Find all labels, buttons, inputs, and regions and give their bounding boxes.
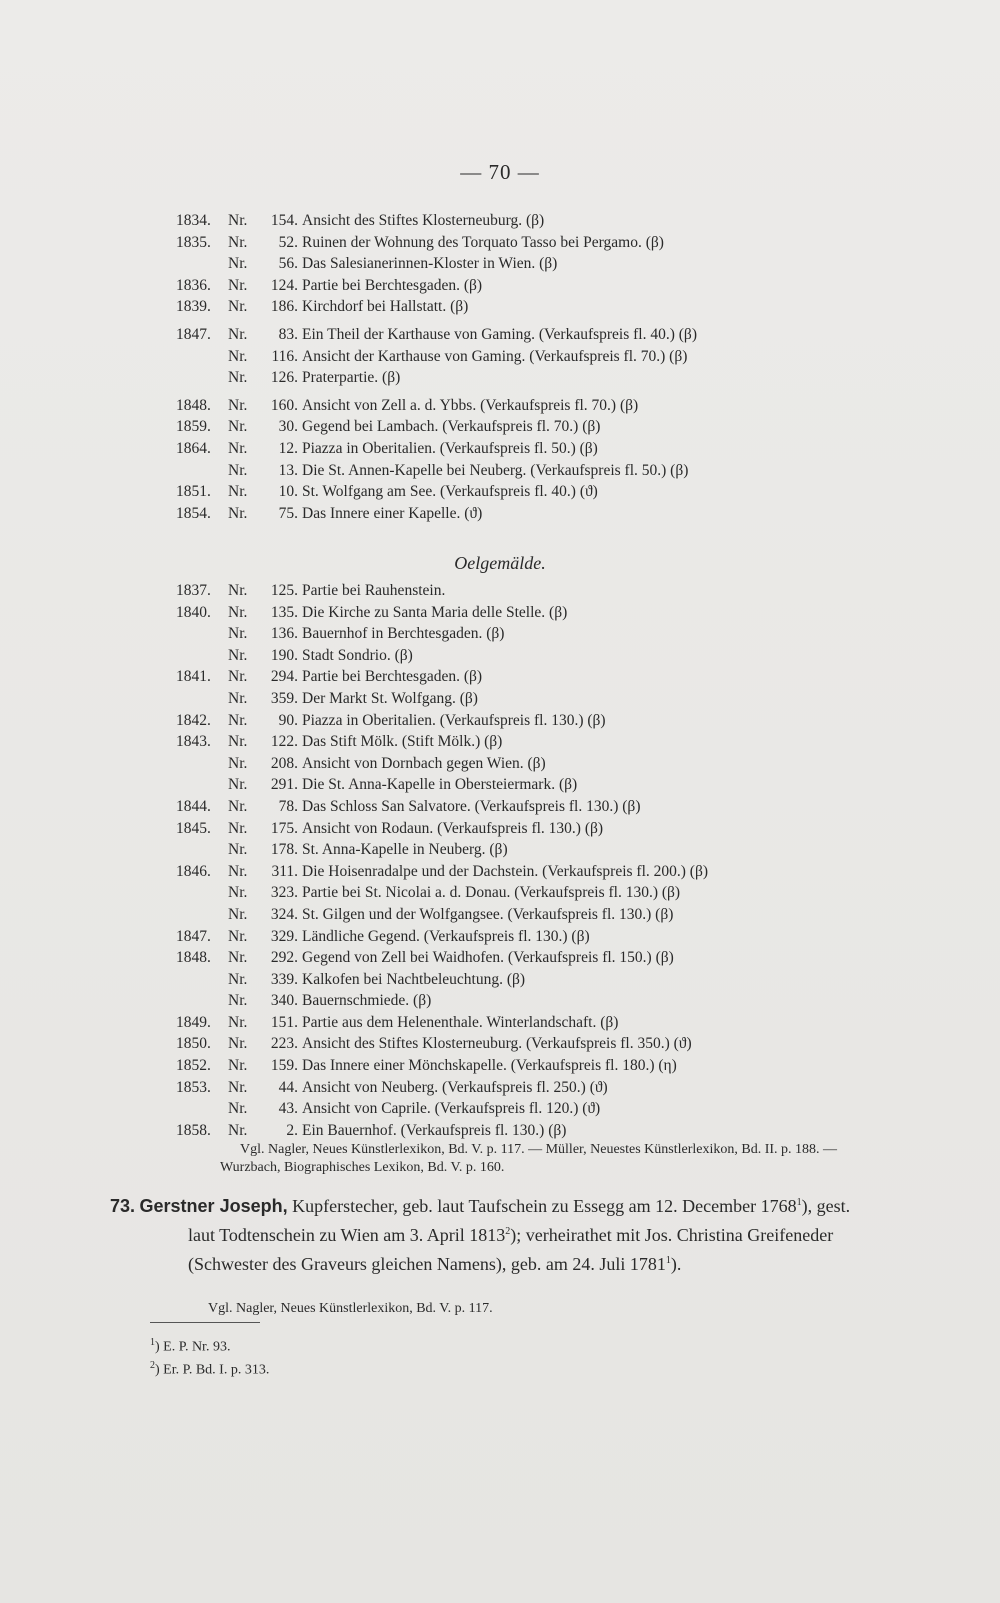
- entry-number: 175.: [270, 819, 298, 837]
- entry-title: Ruinen der Wohnung des Torquato Tasso bei Pergamo. (β): [302, 233, 664, 251]
- entry-nr-label: Nr.: [228, 689, 248, 707]
- biography-entry: [110, 1190, 870, 1277]
- entry-title: Die Kirche zu Santa Maria delle Stelle. (β): [302, 603, 568, 621]
- list-item: [176, 503, 876, 525]
- list-item: [176, 688, 876, 710]
- entry-year: [176, 1098, 228, 1120]
- entry-nr-label: Nr.: [228, 582, 248, 599]
- entry-number: 10.: [278, 483, 298, 501]
- entry-year: [176, 990, 228, 1012]
- list-item: [176, 861, 876, 883]
- entry-year: 1845.: [176, 819, 211, 837]
- entry-title: Ansicht von Rodaun. (Verkaufspreis fl. 130.) (β): [302, 819, 604, 837]
- entry-year: 1859.: [176, 418, 211, 436]
- entry-title: Gegend von Zell bei Waidhofen. (Verkaufspreis fl. 150.) (β): [302, 949, 674, 967]
- entry-nr-label: Nr.: [228, 504, 248, 522]
- entry-nr-label: Nr.: [228, 483, 248, 501]
- list-item: [176, 324, 876, 346]
- footnote: $^1$) E. P. Nr. 93.: [150, 1337, 231, 1355]
- entry-year: 1841.: [176, 668, 211, 686]
- list-item: [176, 969, 876, 991]
- entry-nr-label: Nr.: [228, 325, 248, 343]
- entry-year: 1846.: [176, 862, 211, 880]
- entry-nr-label: Nr.: [228, 625, 248, 643]
- entry-year: [176, 882, 228, 904]
- entry-number: 178.: [270, 841, 298, 859]
- entry-year: [176, 346, 228, 368]
- entry-year: [176, 774, 228, 796]
- entry-year: 1847.: [176, 325, 211, 343]
- entry-text-d: ).: [670, 1254, 682, 1274]
- entry-nr-label: Nr.: [228, 776, 248, 794]
- entry-number: 159.: [270, 1057, 298, 1075]
- list-item: [176, 796, 876, 818]
- entry-number: 323.: [270, 884, 298, 902]
- entry-year: 1837.: [176, 582, 211, 599]
- entry-number: 13.: [278, 461, 298, 479]
- entry-title: Die St. Anna-Kapelle in Obersteiermark. (β): [302, 776, 578, 794]
- list-item: [176, 1012, 876, 1034]
- list-item: [176, 460, 876, 482]
- entry-year: 1852.: [176, 1057, 211, 1075]
- list-item: [176, 990, 876, 1012]
- list-item: [176, 904, 876, 926]
- entry-year: [176, 367, 228, 389]
- entry-text-c: ); verheirathet mit Jos. Christina Greifeneder (Schwester des Graveurs gleichen Namens), geb. am 24. Juli 1781: [188, 1225, 834, 1274]
- entry-nr-label: Nr.: [228, 212, 248, 229]
- entry-number: 151.: [270, 1013, 298, 1031]
- entry-nr-label: Nr.: [228, 369, 248, 387]
- list-item: [176, 753, 876, 775]
- entry-nr-label: Nr.: [228, 1100, 248, 1118]
- entry-year: 1834.: [176, 212, 211, 229]
- list-item: [176, 232, 876, 254]
- entry-title: Piazza in Oberitalien. (Verkaufspreis fl. 50.) (β): [302, 439, 598, 457]
- entry-number: 136.: [270, 625, 298, 643]
- list-item: [176, 947, 876, 969]
- entry-text-b: ), gest. laut Todtenschein zu Wien am 3. April 1813: [188, 1196, 851, 1245]
- entry-nr-label: Nr.: [228, 797, 248, 815]
- entry-nr-label: Nr.: [228, 905, 248, 923]
- entry-year: [176, 645, 228, 667]
- footnotes: [150, 1334, 269, 1379]
- entry-nr-label: Nr.: [228, 754, 248, 772]
- entry-number: 324.: [270, 905, 298, 923]
- list-item: [176, 1120, 876, 1142]
- list-item: [176, 839, 876, 861]
- entry-number: 339.: [270, 970, 298, 988]
- entry-title: Partie bei Rauhenstein.: [302, 582, 446, 599]
- entry-title: Partie bei St. Nicolai a. d. Donau. (Verkaufspreis fl. 130.) (β): [302, 884, 681, 902]
- list-item: [176, 580, 876, 602]
- entry-nr-label: Nr.: [228, 298, 248, 316]
- entry-number: 223.: [270, 1035, 298, 1053]
- entry-number: 2.: [286, 1121, 298, 1139]
- list-item: [176, 210, 876, 232]
- entry-year: 1843.: [176, 733, 211, 751]
- prints-list: [176, 210, 876, 524]
- list-item: [176, 1077, 876, 1099]
- paintings-list: [176, 580, 876, 1141]
- reference-note: Vgl. Nagler, Neues Künstlerlexikon, Bd. V. p. 117. — Müller, Neuestes Künstlerlexikon, Bd. II. p. 188. — Wurzbach, Biographisches Lexikon, Bd. V. p. 160.: [220, 1142, 838, 1175]
- entry-number: 56.: [278, 255, 298, 273]
- entry-number: 294.: [270, 668, 298, 686]
- entry-number: 135.: [270, 603, 298, 621]
- entry-number: 122.: [270, 733, 298, 751]
- entry-number: 125.: [270, 582, 298, 599]
- footnote: $^2$) Er. P. Bd. I. p. 313.: [150, 1359, 270, 1378]
- biography-body: [110, 1190, 870, 1277]
- list-item: [176, 602, 876, 624]
- entry-year: 1847.: [176, 927, 211, 945]
- entry-nr-label: Nr.: [228, 862, 248, 880]
- entry-nr-label: Nr.: [228, 396, 248, 414]
- list-item: [176, 346, 876, 368]
- entry-title: Der Markt St. Wolfgang. (β): [302, 689, 478, 707]
- entry-title: Bauernhof in Berchtesgaden. (β): [302, 625, 505, 643]
- list-item: [176, 623, 876, 645]
- entry-title: St. Wolfgang am See. (Verkaufspreis fl. 40.) (ϑ): [302, 483, 598, 501]
- entry-number: 292.: [270, 949, 298, 967]
- entry-number: 44.: [278, 1078, 298, 1096]
- entry-nr-label: Nr.: [228, 646, 248, 664]
- entry-title: Das Innere einer Kapelle. (ϑ): [302, 504, 483, 522]
- entry-year: [176, 753, 228, 775]
- entry-title: Das Salesianerinnen-Kloster in Wien. (β): [302, 255, 558, 273]
- entry-title: Das Schloss San Salvatore. (Verkaufspreis fl. 130.) (β): [302, 797, 641, 815]
- list-item: [176, 882, 876, 904]
- entry-number: 291.: [270, 776, 298, 794]
- list-item: [176, 710, 876, 732]
- entry-nr-label: Nr.: [228, 1121, 248, 1139]
- entry-year: 1835.: [176, 233, 211, 251]
- entry-nr-label: Nr.: [228, 276, 248, 294]
- list-item: [176, 481, 876, 503]
- entry-nr-label: Nr.: [228, 884, 248, 902]
- list-item: [176, 438, 876, 460]
- entry-nr-label: Nr.: [228, 233, 248, 251]
- entry-year: 1849.: [176, 1013, 211, 1031]
- entry-year: 1854.: [176, 504, 211, 522]
- entry-nr-label: Nr.: [228, 733, 248, 751]
- entry-year: [176, 460, 228, 482]
- entry-title: Ansicht der Karthause von Gaming. (Verkaufspreis fl. 70.) (β): [302, 347, 688, 365]
- entry-title: Ansicht von Neuberg. (Verkaufspreis fl. 250.) (ϑ): [302, 1078, 608, 1096]
- entry-year: 1850.: [176, 1035, 211, 1053]
- entry-title: Kirchdorf bei Hallstatt. (β): [302, 298, 469, 316]
- entry-title: Das Stift Mölk. (Stift Mölk.) (β): [302, 733, 503, 751]
- entry-text-a: Kupferstecher, geb. laut Taufschein zu Essegg am 12. December 1768: [287, 1196, 797, 1216]
- entry-year: 1848.: [176, 396, 211, 414]
- footnote-ref: 1: [796, 1197, 802, 1208]
- entry-title: Ansicht von Zell a. d. Ybbs. (Verkaufspreis fl. 70.) (β): [302, 396, 639, 414]
- reference-note: Vgl. Nagler, Neues Künstlerlexikon, Bd. V. p. 117.: [208, 1301, 493, 1316]
- entry-number: 30.: [278, 418, 298, 436]
- entry-year: 1858.: [176, 1121, 211, 1139]
- entry-number: 73.: [110, 1196, 136, 1216]
- entry-year: [176, 839, 228, 861]
- entry-year: 1836.: [176, 276, 211, 294]
- entry-year: 1851.: [176, 483, 211, 501]
- list-item: [176, 253, 876, 275]
- entry-title: Ansicht des Stiftes Klosterneuburg. (Verkaufspreis fl. 350.) (ϑ): [302, 1035, 692, 1053]
- entry-year: 1840.: [176, 603, 211, 621]
- entry-number: 75.: [278, 504, 298, 522]
- entry-nr-label: Nr.: [228, 461, 248, 479]
- section-title: Oelgemälde.: [454, 553, 546, 573]
- entry-number: 340.: [270, 992, 298, 1010]
- entry-nr-label: Nr.: [228, 992, 248, 1010]
- entry-number: 154.: [270, 212, 298, 229]
- entry-number: 116.: [271, 347, 298, 365]
- entry-title: Piazza in Oberitalien. (Verkaufspreis fl. 130.) (β): [302, 711, 606, 729]
- entry-year: 1853.: [176, 1078, 211, 1096]
- entry-nr-label: Nr.: [228, 1057, 248, 1075]
- entry-nr-label: Nr.: [228, 668, 248, 686]
- entry-nr-label: Nr.: [228, 1035, 248, 1053]
- list-item: [176, 416, 876, 438]
- list-item: [176, 1098, 876, 1120]
- entry-number: 208.: [270, 754, 298, 772]
- entry-number: 52.: [278, 233, 298, 251]
- list-item: [176, 1033, 876, 1055]
- entry-title: Ansicht von Caprile. (Verkaufspreis fl. 120.) (ϑ): [302, 1100, 601, 1118]
- entry-title: Ein Theil der Karthause von Gaming. (Verkaufspreis fl. 40.) (β): [302, 325, 697, 343]
- entry-nr-label: Nr.: [228, 841, 248, 859]
- list-item: [176, 367, 876, 389]
- entry-name: Gerstner Joseph,: [139, 1196, 288, 1216]
- entry-nr-label: Nr.: [228, 819, 248, 837]
- entry-title: Partie aus dem Helenenthale. Winterlandschaft. (β): [302, 1013, 619, 1031]
- entry-nr-label: Nr.: [228, 418, 248, 436]
- list-item: [176, 296, 876, 318]
- entry-title: Partie bei Berchtesgaden. (β): [302, 276, 483, 294]
- footnote-divider: [150, 1322, 260, 1323]
- entry-number: 12.: [278, 439, 298, 457]
- list-item: [176, 818, 876, 840]
- entry-nr-label: Nr.: [228, 970, 248, 988]
- entry-year: 1848.: [176, 949, 211, 967]
- entry-year: [176, 969, 228, 991]
- entry-nr-label: Nr.: [228, 347, 248, 365]
- entry-title: Ansicht von Dornbach gegen Wien. (β): [302, 754, 546, 772]
- entry-number: 160.: [270, 396, 298, 414]
- entry-title: Das Innere einer Mönchskapelle. (Verkaufspreis fl. 180.) (η): [302, 1057, 677, 1075]
- entry-nr-label: Nr.: [228, 1078, 248, 1096]
- entry-title: St. Gilgen und der Wolfgangsee. (Verkaufspreis fl. 130.) (β): [302, 905, 674, 923]
- footnote-ref: 1: [665, 1255, 671, 1266]
- entry-nr-label: Nr.: [228, 255, 248, 273]
- page-number: — 70 —: [460, 160, 540, 184]
- entry-title: Kalkofen bei Nachtbeleuchtung. (β): [302, 970, 526, 988]
- entry-title: Gegend bei Lambach. (Verkaufspreis fl. 70.) (β): [302, 418, 601, 436]
- entry-number: 329.: [270, 927, 298, 945]
- entry-title: Bauernschmiede. (β): [302, 992, 432, 1010]
- list-item: [176, 926, 876, 948]
- entry-number: 83.: [278, 325, 298, 343]
- entry-nr-label: Nr.: [228, 603, 248, 621]
- entry-title: Die St. Annen-Kapelle bei Neuberg. (Verkaufspreis fl. 50.) (β): [302, 461, 689, 479]
- entry-number: 126.: [270, 369, 298, 387]
- entry-title: St. Anna-Kapelle in Neuberg. (β): [302, 841, 508, 859]
- entry-year: [176, 688, 228, 710]
- list-item: [176, 1055, 876, 1077]
- entry-year: 1864.: [176, 439, 211, 457]
- entry-number: 43.: [278, 1100, 298, 1118]
- entry-number: 78.: [278, 797, 298, 815]
- entry-number: 124.: [270, 276, 298, 294]
- list-item: [176, 774, 876, 796]
- list-item: [176, 666, 876, 688]
- entry-nr-label: Nr.: [228, 439, 248, 457]
- entry-number: 186.: [270, 298, 298, 316]
- entry-title: Ein Bauernhof. (Verkaufspreis fl. 130.) (β): [302, 1121, 567, 1139]
- entry-number: 359.: [270, 689, 298, 707]
- entry-year: 1842.: [176, 711, 211, 729]
- entry-year: [176, 623, 228, 645]
- list-item: [176, 731, 876, 753]
- entry-year: [176, 253, 228, 275]
- entry-year: [176, 904, 228, 926]
- entry-number: 90.: [278, 711, 298, 729]
- entry-nr-label: Nr.: [228, 927, 248, 945]
- entry-nr-label: Nr.: [228, 711, 248, 729]
- list-item: [176, 645, 876, 667]
- entry-nr-label: Nr.: [228, 1013, 248, 1031]
- entry-title: Die Hoisenradalpe und der Dachstein. (Verkaufspreis fl. 200.) (β): [302, 862, 709, 880]
- footnote-ref: 2: [505, 1226, 511, 1237]
- entry-title: Stadt Sondrio. (β): [302, 646, 413, 664]
- entry-number: 190.: [270, 646, 298, 664]
- entry-nr-label: Nr.: [228, 949, 248, 967]
- entry-title: Ländliche Gegend. (Verkaufspreis fl. 130.) (β): [302, 927, 590, 945]
- entry-number: 311.: [271, 862, 298, 880]
- entry-year: 1844.: [176, 797, 211, 815]
- list-item: [176, 275, 876, 297]
- entry-title: Partie bei Berchtesgaden. (β): [302, 668, 483, 686]
- entry-year: 1839.: [176, 298, 211, 316]
- entry-title: Ansicht des Stiftes Klosterneuburg. (β): [302, 212, 545, 229]
- list-item: [176, 395, 876, 417]
- entry-title: Praterpartie. (β): [302, 369, 401, 387]
